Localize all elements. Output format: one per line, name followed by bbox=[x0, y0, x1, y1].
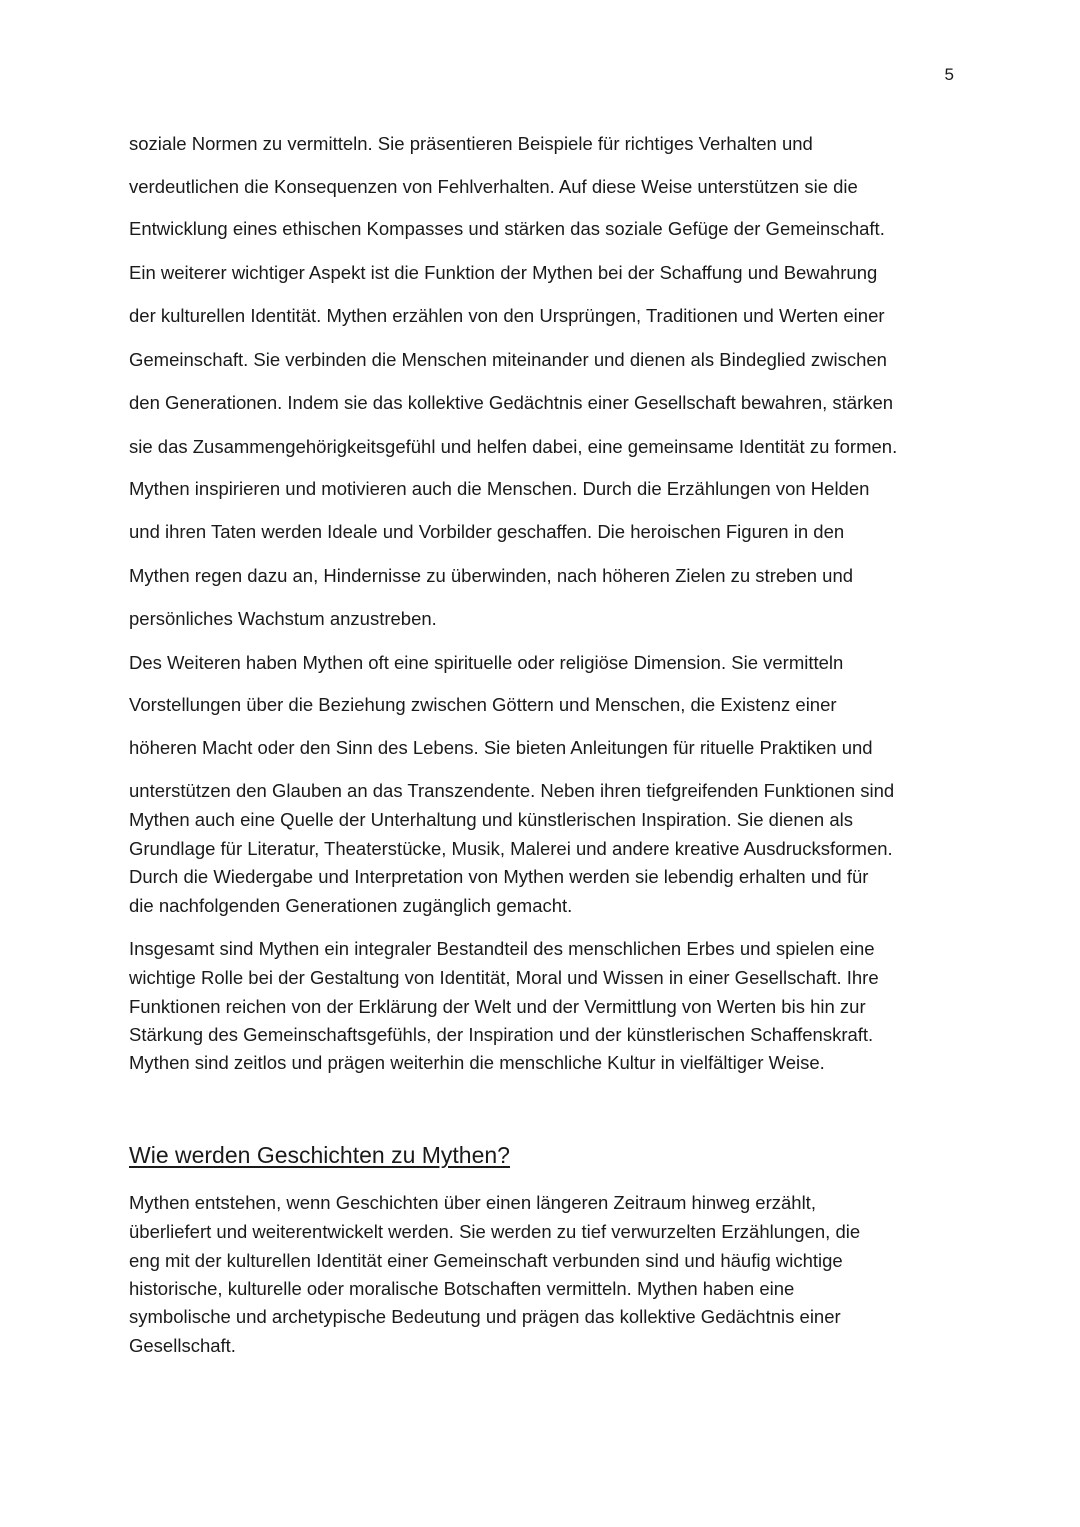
text-line: Stärkung des Gemeinschaftsgefühls, der Inspiration und der künstlerischen Schaffenskraft. bbox=[129, 1024, 874, 1045]
text-line: Funktionen reichen von der Erklärung der Welt und der Vermittlung von Werten bis hin zur bbox=[129, 996, 866, 1017]
text-line: symbolische und archetypische Bedeutung und prägen das kollektive Gedächtnis einer bbox=[129, 1306, 841, 1327]
text-line: überliefert und weiterentwickelt werden. Sie werden zu tief verwurzelten Erzählungen, die bbox=[129, 1221, 861, 1242]
text-line: unterstützen den Glauben an das Transzendente. Neben ihren tiefgreifenden Funktionen sind bbox=[129, 780, 895, 801]
text-line: höheren Macht oder den Sinn des Lebens. Sie bieten Anleitungen für rituelle Praktiken und bbox=[129, 737, 873, 758]
text-line: und ihren Taten werden Ideale und Vorbilder geschaffen. Die heroischen Figuren in den bbox=[129, 521, 845, 542]
text-line: Grundlage für Literatur, Theaterstücke, Musik, Malerei und andere kreative Ausdrucksformen. bbox=[129, 838, 893, 859]
text-line: den Generationen. Indem sie das kollektive Gedächtnis einer Gesellschaft bewahren, stärken bbox=[129, 392, 894, 413]
section-heading: Wie werden Geschichten zu Mythen? bbox=[129, 1142, 510, 1168]
text-line: verdeutlichen die Konsequenzen von Fehlverhalten. Auf diese Weise unterstützen sie die bbox=[129, 176, 858, 197]
text-line: die nachfolgenden Generationen zugänglich gemacht. bbox=[129, 895, 573, 916]
text-line: Mythen entstehen, wenn Geschichten über einen längeren Zeitraum hinweg erzählt, bbox=[129, 1192, 816, 1213]
text-line: Gemeinschaft. Sie verbinden die Menschen miteinander und dienen als Bindeglied zwischen bbox=[129, 349, 887, 370]
text-line: wichtige Rolle bei der Gestaltung von Identität, Moral und Wissen in einer Gesellschaft. Ihre bbox=[129, 967, 879, 988]
text-line: Vorstellungen über die Beziehung zwischen Göttern und Menschen, die Existenz einer bbox=[129, 694, 837, 715]
text-line: soziale Normen zu vermitteln. Sie präsentieren Beispiele für richtiges Verhalten und bbox=[129, 133, 813, 154]
text-line: Insgesamt sind Mythen ein integraler Bestandteil des menschlichen Erbes und spielen eine bbox=[129, 938, 875, 959]
text-line: eng mit der kulturellen Identität einer Gemeinschaft verbunden sind und häufig wichtige bbox=[129, 1250, 843, 1271]
text-line: Mythen regen dazu an, Hindernisse zu überwinden, nach höheren Zielen zu streben und bbox=[129, 565, 854, 586]
text-line: Des Weiteren haben Mythen oft eine spirituelle oder religiöse Dimension. Sie vermitteln bbox=[129, 652, 844, 673]
text-line: Mythen auch eine Quelle der Unterhaltung und künstlerischen Inspiration. Sie dienen als bbox=[129, 809, 854, 830]
text-line: Entwicklung eines ethischen Kompasses und stärken das soziale Gefüge der Gemeinschaft. bbox=[129, 218, 885, 239]
page-number: 5 bbox=[944, 65, 954, 84]
text-line: Gesellschaft. bbox=[129, 1335, 236, 1356]
text-line: historische, kulturelle oder moralische Botschaften vermitteln. Mythen haben eine bbox=[129, 1278, 795, 1299]
text-line: Mythen sind zeitlos und prägen weiterhin die menschliche Kultur in vielfältiger Weise. bbox=[129, 1052, 825, 1073]
text-line: der kulturellen Identität. Mythen erzählen von den Ursprüngen, Traditionen und Werten einer bbox=[129, 305, 885, 326]
text-line: Mythen inspirieren und motivieren auch die Menschen. Durch die Erzählungen von Helden bbox=[129, 478, 870, 499]
text-line: sie das Zusammengehörigkeitsgefühl und helfen dabei, eine gemeinsame Identität zu formen. bbox=[129, 436, 898, 457]
text-line: Durch die Wiedergabe und Interpretation von Mythen werden sie lebendig erhalten und für bbox=[129, 866, 869, 887]
text-line: Ein weiterer wichtiger Aspekt ist die Funktion der Mythen bei der Schaffung und Bewahrung bbox=[129, 262, 878, 283]
text-line: persönliches Wachstum anzustreben. bbox=[129, 608, 437, 629]
